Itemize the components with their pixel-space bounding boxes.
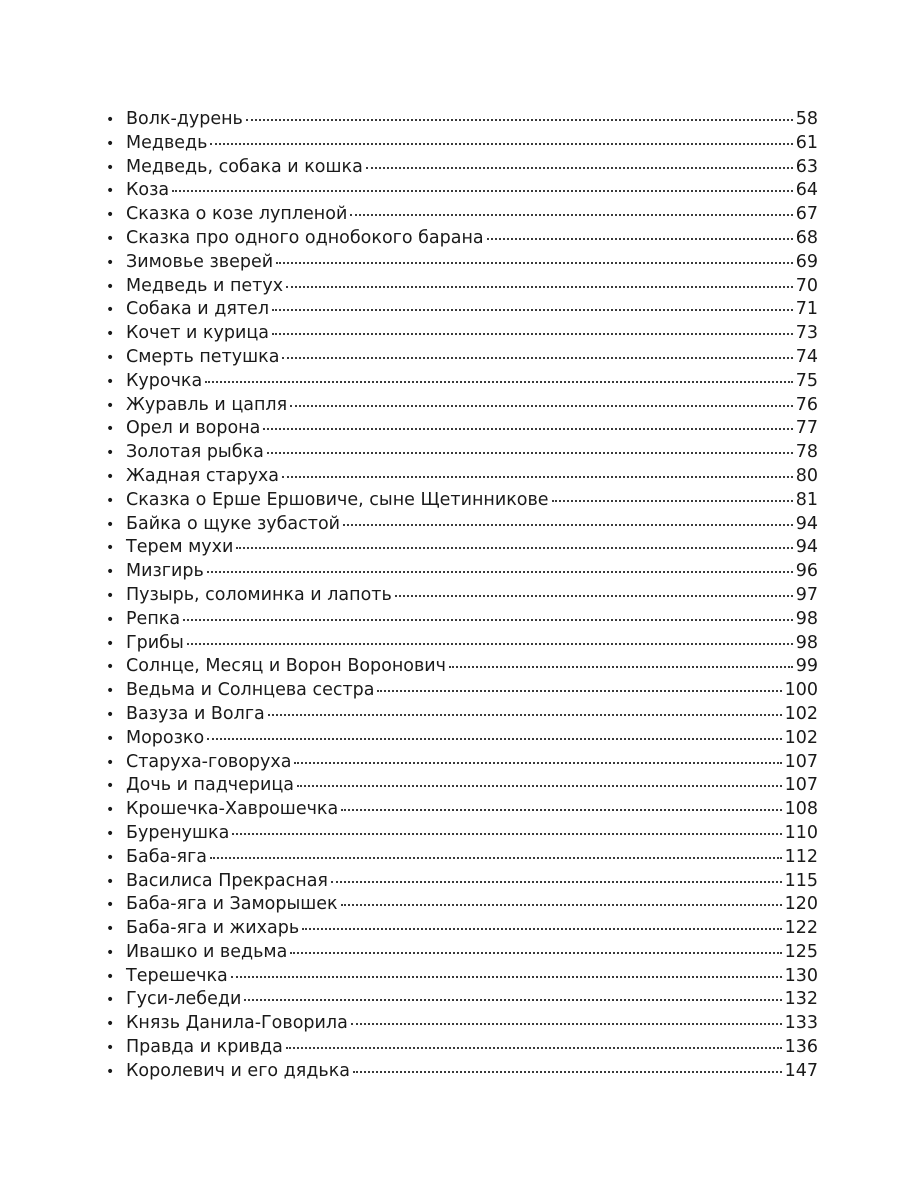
dot-leader <box>366 167 793 169</box>
toc-entry-page-number: 58 <box>795 109 818 129</box>
toc-entry-title: Ивашко и ведьма <box>126 941 288 962</box>
bullet-icon: • <box>106 944 115 961</box>
toc-entry <box>106 108 818 132</box>
toc-entry-title: Дочь и падчерица <box>126 775 295 796</box>
dot-leader <box>210 143 792 145</box>
toc-entry-page-number: 102 <box>784 703 818 724</box>
toc-entry-title: Морозко <box>126 727 205 748</box>
toc-entry <box>106 941 818 965</box>
bullet-icon: • <box>106 183 115 200</box>
bullet-icon: • <box>106 445 115 462</box>
dot-leader <box>236 547 792 549</box>
toc-entry-page-number: 130 <box>784 965 818 986</box>
dot-leader <box>377 690 781 692</box>
toc-entry-page-number: 94 <box>795 537 818 558</box>
toc-entry-title: Солнце, Месяц и Ворон Воронович <box>126 656 447 677</box>
toc-entry-page-number: 61 <box>795 132 818 153</box>
toc-entry <box>106 489 818 513</box>
toc-entry-title: Золотая рыбка <box>126 442 264 463</box>
dot-leader <box>286 1047 782 1049</box>
toc-entry-page-number: 108 <box>784 799 818 820</box>
toc-entry <box>106 1060 818 1084</box>
toc-entry-page-number: 132 <box>784 989 818 1010</box>
toc-entry <box>106 632 818 656</box>
toc-entry-page-number: 74 <box>795 346 818 367</box>
bullet-icon: • <box>106 635 115 652</box>
toc-entry-page-number: 96 <box>795 561 818 582</box>
toc-entry-title: Мизгирь <box>126 561 204 582</box>
dot-leader <box>276 262 793 264</box>
bullet-icon: • <box>106 326 115 343</box>
dot-leader <box>207 738 781 740</box>
dot-leader <box>341 904 782 906</box>
toc-entry <box>106 1012 818 1036</box>
toc-entry <box>106 798 818 822</box>
toc-entry-title: Собака и дятел <box>126 299 270 320</box>
toc-entry <box>106 298 818 322</box>
dot-leader <box>205 381 792 383</box>
toc-entry-page-number: 99 <box>795 656 818 677</box>
toc-entry-title: Медведь и петух <box>126 275 284 296</box>
toc-entry <box>106 893 818 917</box>
toc-entry <box>106 917 818 941</box>
toc-entry <box>106 679 818 703</box>
dot-leader <box>449 666 793 668</box>
toc-entry-page-number: 94 <box>795 513 818 534</box>
bullet-icon: • <box>106 825 115 842</box>
toc-entry-title: Кочет и курица <box>126 323 269 344</box>
toc-entry-title: Старуха-говоруха <box>126 751 292 772</box>
toc-entry-title: Орел и ворона <box>126 418 261 439</box>
toc-entry-page-number: 112 <box>784 846 818 867</box>
bullet-icon: • <box>106 730 115 747</box>
toc-entry <box>106 584 818 608</box>
bullet-icon: • <box>106 1040 115 1057</box>
toc-entry-page-number: 78 <box>795 442 818 463</box>
toc-entry <box>106 322 818 346</box>
toc-entry-title: Медведь <box>126 132 208 153</box>
toc-entry-page-number: 136 <box>784 1037 818 1058</box>
toc-entry <box>106 560 818 584</box>
dot-leader <box>294 762 781 764</box>
bullet-icon: • <box>106 468 115 485</box>
toc-entry <box>106 275 818 299</box>
bullet-icon: • <box>106 802 115 819</box>
toc-entry-page-number: 75 <box>795 370 818 391</box>
bullet-icon: • <box>106 659 115 676</box>
bullet-icon: • <box>106 706 115 723</box>
dot-leader <box>172 190 793 192</box>
toc-entry-title: Зимовье зверей <box>126 251 274 272</box>
toc-entry <box>106 870 818 894</box>
dot-leader <box>268 714 782 716</box>
toc-entry-title: Байка о щуке зубастой <box>126 513 341 534</box>
toc-entry-page-number: 107 <box>784 751 818 772</box>
bullet-icon: • <box>106 516 115 533</box>
toc-entry-title: Смерть петушка <box>126 346 280 367</box>
dot-leader <box>341 809 781 811</box>
toc-entry-page-number: 100 <box>784 680 818 701</box>
dot-leader <box>302 928 781 930</box>
toc-entry-title: Сказка о козе лупленой <box>126 204 348 225</box>
toc-entry-page-number: 98 <box>795 632 818 653</box>
dot-leader <box>552 500 793 502</box>
dot-leader <box>183 619 793 621</box>
toc-entry-title: Пузырь, соломинка и лапоть <box>126 584 392 605</box>
toc-entry <box>106 727 818 751</box>
bullet-icon: • <box>106 921 115 938</box>
toc-entry <box>106 251 818 275</box>
toc-entry <box>106 394 818 418</box>
toc-entry-page-number: 63 <box>795 156 818 177</box>
bullet-icon: • <box>106 1063 115 1080</box>
bullet-icon: • <box>106 373 115 390</box>
toc-entry-title: Медведь, собака и кошка <box>126 156 363 177</box>
toc-entry-title: Сказка о Ерше Ершовиче, сыне Щетинникове <box>126 489 549 510</box>
bullet-icon: • <box>106 230 115 247</box>
toc-entry <box>106 988 818 1012</box>
toc-entry <box>106 441 818 465</box>
toc-entry <box>106 465 818 489</box>
dot-leader <box>187 643 793 645</box>
toc-entry-page-number: 110 <box>784 822 818 843</box>
toc-entry-page-number: 67 <box>795 204 818 225</box>
toc-entry-page-number: 120 <box>784 894 818 915</box>
toc-entry-title: Сказка про одного однобокого барана <box>126 227 484 248</box>
toc-entry-title: Вазуза и Волга <box>126 703 265 724</box>
dot-leader <box>353 1071 782 1073</box>
dot-leader <box>487 238 793 240</box>
dot-leader <box>207 571 793 573</box>
bullet-icon: • <box>106 112 115 128</box>
toc-entry-title: Репка <box>126 608 181 629</box>
dot-leader <box>267 452 793 454</box>
toc-entry-page-number: 125 <box>784 941 818 962</box>
bullet-icon: • <box>106 683 115 700</box>
toc-entry <box>106 774 818 798</box>
dot-leader <box>297 785 782 787</box>
toc-entry <box>106 703 818 727</box>
dot-leader <box>290 952 781 954</box>
bullet-icon: • <box>106 349 115 366</box>
dot-leader <box>231 976 782 978</box>
toc-entry-page-number: 133 <box>784 1013 818 1034</box>
toc-entry-title: Князь Данила-Говорила <box>126 1013 348 1034</box>
table-of-contents <box>106 108 818 1084</box>
dot-leader <box>244 999 781 1001</box>
bullet-icon: • <box>106 397 115 414</box>
bullet-icon: • <box>106 968 115 985</box>
toc-entry <box>106 132 818 156</box>
dot-leader <box>350 214 792 216</box>
bullet-icon: • <box>106 135 115 152</box>
toc-entry-page-number: 69 <box>795 251 818 272</box>
toc-entry-title: Крошечка-Хаврошечка <box>126 799 339 820</box>
toc-entry-page-number: 68 <box>795 227 818 248</box>
bullet-icon: • <box>106 754 115 771</box>
toc-entry-page-number: 81 <box>795 489 818 510</box>
toc-entry <box>106 227 818 251</box>
toc-entry-title: Правда и кривда <box>126 1037 283 1058</box>
toc-entry <box>106 156 818 180</box>
bullet-icon: • <box>106 778 115 795</box>
toc-entry <box>106 846 818 870</box>
toc-entry-page-number: 77 <box>795 418 818 439</box>
dot-leader <box>331 881 782 883</box>
bullet-icon: • <box>106 1016 115 1033</box>
toc-entry-title: Баба-яга <box>126 846 208 867</box>
toc-entry-title: Жадная старуха <box>126 465 280 486</box>
toc-entry-title: Грибы <box>126 632 184 653</box>
toc-entry-page-number: 115 <box>784 870 818 891</box>
dot-leader <box>263 428 792 430</box>
dot-leader <box>246 119 793 121</box>
toc-entry <box>106 965 818 989</box>
toc-entry-title: Ведьма и Солнцева сестра <box>126 680 375 701</box>
toc-entry-title: Баба-яга и Заморышек <box>126 894 338 915</box>
bullet-icon: • <box>106 254 115 271</box>
toc-entry <box>106 203 818 227</box>
toc-entry-title: Журавль и цапля <box>126 394 288 415</box>
toc-entry-title: Курочка <box>126 370 203 391</box>
toc-entry-page-number: 76 <box>795 394 818 415</box>
dot-leader <box>282 476 793 478</box>
toc-entry <box>106 346 818 370</box>
dot-leader <box>395 595 793 597</box>
toc-entry-title: Королевич и его дядька <box>126 1060 350 1081</box>
toc-entry-title: Волк-дурень <box>126 109 243 129</box>
toc-entry-title: Терем мухи <box>126 537 234 558</box>
bullet-icon: • <box>106 611 115 628</box>
toc-entry-page-number: 97 <box>795 584 818 605</box>
dot-leader <box>210 857 782 859</box>
bullet-icon: • <box>106 159 115 176</box>
toc-entry-page-number: 122 <box>784 918 818 939</box>
bullet-icon: • <box>106 302 115 319</box>
bullet-icon: • <box>106 897 115 914</box>
toc-entry-title: Коза <box>126 180 170 201</box>
dot-leader <box>343 524 793 526</box>
toc-entry-page-number: 73 <box>795 323 818 344</box>
toc-entry-title: Баба-яга и жихарь <box>126 918 300 939</box>
toc-entry <box>106 417 818 441</box>
toc-entry <box>106 370 818 394</box>
bullet-icon: • <box>106 587 115 604</box>
bullet-icon: • <box>106 207 115 224</box>
toc-entry <box>106 513 818 537</box>
toc-entry <box>106 1036 818 1060</box>
toc-entry-title: Гуси-лебеди <box>126 989 242 1010</box>
bullet-icon: • <box>106 992 115 1009</box>
toc-entry <box>106 751 818 775</box>
toc-entry-title: Терешечка <box>126 965 228 986</box>
bullet-icon: • <box>106 421 115 438</box>
dot-leader <box>232 833 781 835</box>
toc-entry-page-number: 102 <box>784 727 818 748</box>
bullet-icon: • <box>106 492 115 509</box>
dot-leader <box>272 333 793 335</box>
toc-entry <box>106 608 818 632</box>
bullet-icon: • <box>106 540 115 557</box>
bullet-icon: • <box>106 278 115 295</box>
bullet-icon: • <box>106 849 115 866</box>
toc-entry <box>106 179 818 203</box>
bullet-icon: • <box>106 873 115 890</box>
dot-leader <box>272 309 793 311</box>
toc-entry-page-number: 107 <box>784 775 818 796</box>
toc-entry-title: Буренушка <box>126 822 230 843</box>
toc-entry-page-number: 98 <box>795 608 818 629</box>
dot-leader <box>290 405 793 407</box>
toc-entry-page-number: 64 <box>795 180 818 201</box>
toc-entry <box>106 655 818 679</box>
toc-entry-page-number: 71 <box>795 299 818 320</box>
dot-leader <box>351 1023 782 1025</box>
toc-entry-page-number: 147 <box>784 1060 818 1081</box>
toc-entry-page-number: 70 <box>795 275 818 296</box>
dot-leader <box>286 286 793 288</box>
toc-entry <box>106 536 818 560</box>
toc-entry <box>106 822 818 846</box>
toc-entry-title: Василиса Прекрасная <box>126 870 328 891</box>
toc-entry-page-number: 80 <box>795 465 818 486</box>
bullet-icon: • <box>106 564 115 581</box>
dot-leader <box>282 357 792 359</box>
